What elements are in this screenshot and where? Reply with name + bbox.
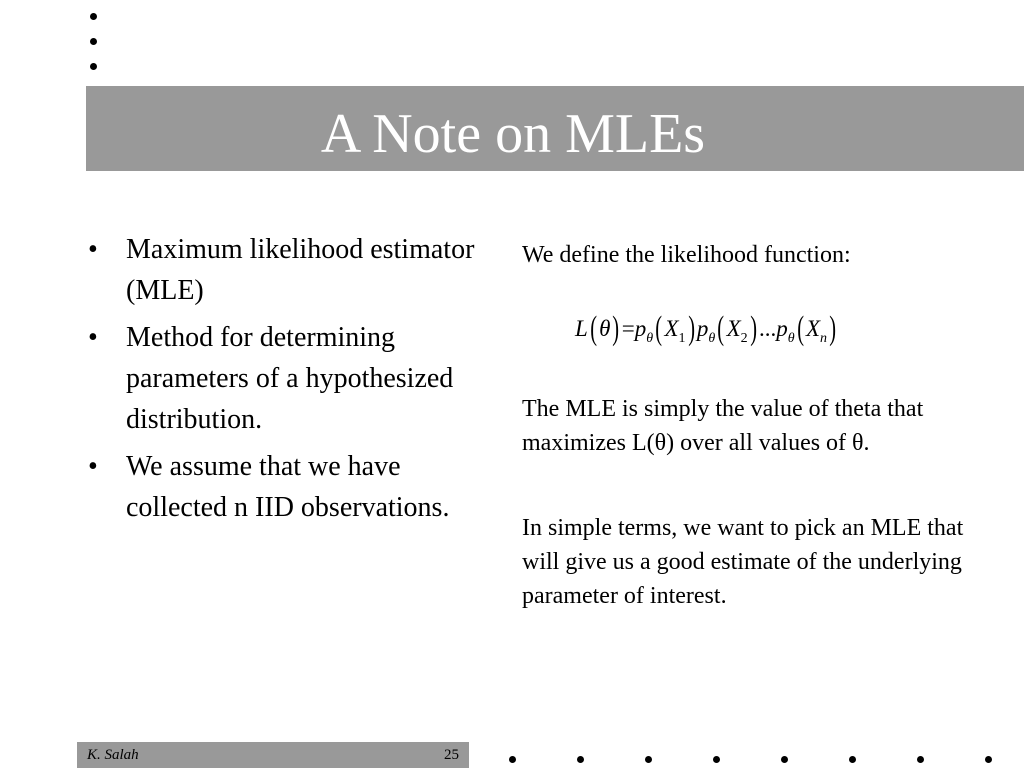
likelihood-intro xyxy=(522,238,972,272)
formula-p: p xyxy=(696,316,709,341)
bullet-text: Method for determining parameters of a hypothesized distribution. xyxy=(126,322,454,435)
intro-text: We define the likelihood function: xyxy=(522,242,851,268)
decor-dot xyxy=(781,756,788,763)
decor-dot xyxy=(509,756,516,763)
bullet-glyph: • xyxy=(88,234,98,265)
formula-sub-theta: θ xyxy=(708,331,716,346)
formula-sub-theta: θ xyxy=(646,331,654,346)
decor-dot xyxy=(577,756,584,763)
page-number: 25 xyxy=(444,747,459,763)
formula-L: L xyxy=(575,316,588,341)
decor-dot xyxy=(849,756,856,763)
formula-X: X xyxy=(726,316,741,341)
formula-sub-n: n xyxy=(820,331,827,346)
formula-p: p xyxy=(634,316,647,341)
formula-sub-1: 1 xyxy=(678,331,686,346)
bullet-glyph: • xyxy=(88,322,98,353)
footer-bar xyxy=(77,742,469,768)
decor-dot xyxy=(917,756,924,763)
formula-X: X xyxy=(805,316,820,341)
decor-dot xyxy=(90,63,97,70)
formula-sub-2: 2 xyxy=(740,331,748,346)
slide-title: A Note on MLEs xyxy=(320,103,706,165)
bullet-glyph: • xyxy=(88,451,98,482)
formula-ellipsis: ... xyxy=(758,316,777,341)
bullet-list xyxy=(86,229,491,534)
mle-definition: The MLE is simply the value of theta that maximizes L(θ) over all values of θ. xyxy=(522,396,924,456)
decor-dot xyxy=(645,756,652,763)
formula-theta: θ xyxy=(599,316,611,341)
decor-dot xyxy=(985,756,992,763)
bullet-item xyxy=(86,446,491,528)
bullet-item xyxy=(86,229,491,311)
mle-simple-terms: In simple terms, we want to pick an MLE that will give us a good estimate of the underlying parameter of interest. xyxy=(522,515,964,609)
formula-equals: = xyxy=(621,316,635,341)
bullet-item xyxy=(86,317,491,440)
bullet-text: Maximum likelihood estimator (MLE) xyxy=(126,234,475,306)
likelihood-formula: $L(\theta)=p_\theta(X_1)p_\theta(X_2)...p_\theta(X_n)$ xyxy=(575,310,837,347)
formula-sub-theta: θ xyxy=(787,331,795,346)
formula-p: p xyxy=(776,316,788,341)
decor-dot xyxy=(713,756,720,763)
decor-dot xyxy=(90,38,97,45)
decor-dot xyxy=(90,13,97,20)
footer-author: K. Salah xyxy=(87,747,139,763)
bullet-text: We assume that we have collected n IID observations. xyxy=(126,451,450,523)
title-bar xyxy=(86,86,1024,171)
formula-X: X xyxy=(664,316,679,341)
